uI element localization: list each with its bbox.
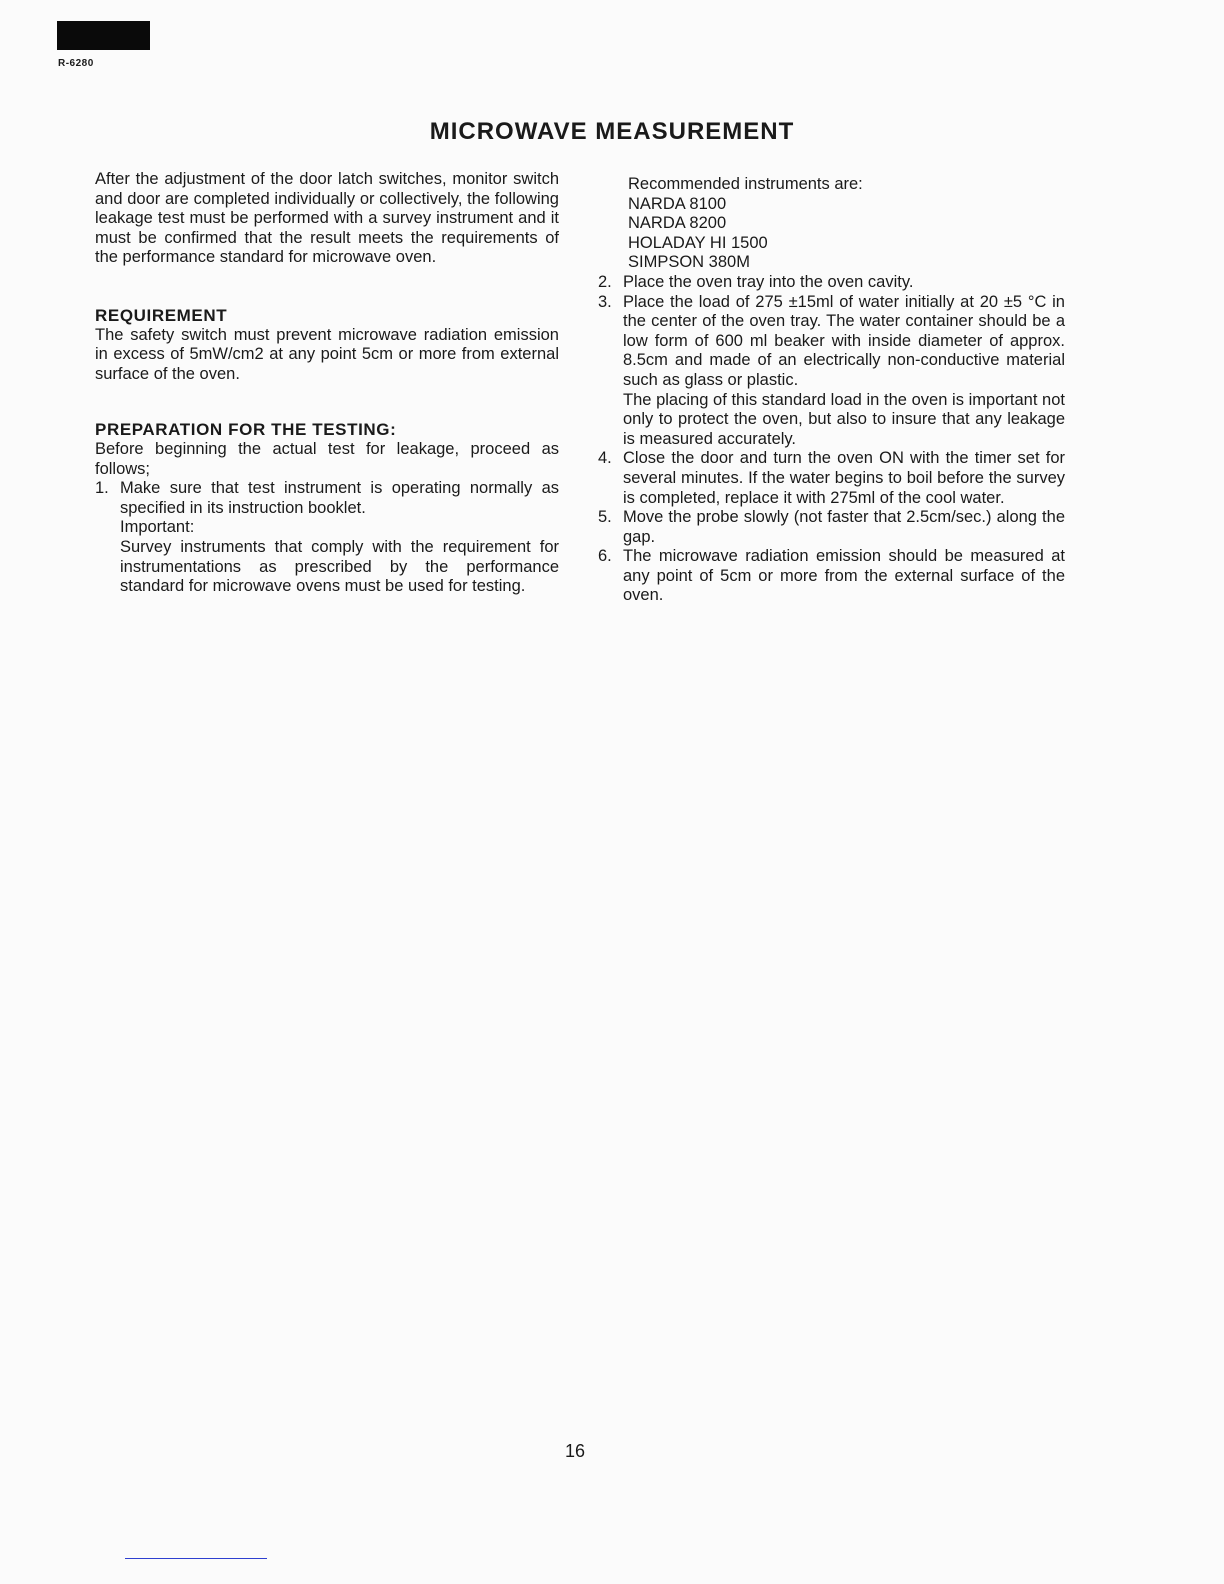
step-text: Close the door and turn the oven ON with the timer set for several minutes. If the water begins to boil before the survey is completed, replace it with 275ml of the cool water.: [623, 449, 1065, 507]
step-extra-text: The placing of this standard load in the oven is important not only to protect the oven, but also to insure that any leakage is measured accurately.: [623, 390, 1065, 448]
step-3: [598, 293, 1065, 450]
step-1: [95, 479, 559, 597]
bottom-divider: [125, 1558, 267, 1559]
step-text: The microwave radiation emission should be measured at any point of 5cm or more from the external surface of the oven.: [623, 547, 1065, 605]
important-label: Important:: [120, 518, 195, 537]
intro-paragraph: After the adjustment of the door latch switches, monitor switch and door are completed individually or collectively, the following leakage test must be performed with a survey instrument and it must be confirmed that the result meets the requirements of the performance standard for microwave oven.: [95, 170, 559, 267]
preparation-text: Before beginning the actual test for leakage, proceed as follows;: [95, 439, 559, 478]
instrument-item: NARDA 8200: [628, 214, 727, 233]
page-number: 16: [564, 1441, 586, 1461]
left-column: [95, 170, 559, 597]
step-5: [598, 508, 1065, 547]
step-number: 6.: [598, 547, 612, 566]
instrument-item: SIMPSON 380M: [628, 253, 750, 272]
requirement-text: The safety switch must prevent microwave radiation emission in excess of 5mW/cm2 at any point 5cm or more from external surface of the oven.: [95, 325, 559, 383]
instrument-item: NARDA 8100: [628, 194, 727, 213]
right-column: [598, 175, 1065, 606]
instrument-item: HOLADAY HI 1500: [628, 233, 768, 252]
step-number: 2.: [598, 272, 612, 291]
step-text: Place the oven tray into the oven cavity.: [623, 272, 914, 291]
important-text: Survey instruments that comply with the requirement for instrumentations as prescribed by the performance standard for microwave ovens must be used for testing.: [120, 537, 559, 596]
requirement-heading: REQUIREMENT: [95, 305, 228, 325]
step-number: 4.: [598, 449, 612, 468]
step-text: Place the load of 275 ±15ml of water initially at 20 ±5 °C in the center of the oven tray. The water container should be a low form of 600 ml beaker with inside diameter of approx. 8.5cm and made of an electrically non-conductive material such as glass or plastic.: [623, 292, 1065, 389]
page-title: MICROWAVE MEASUREMENT: [429, 118, 795, 145]
instruments-label: Recommended instruments are:: [628, 175, 863, 193]
instrument-list: [598, 175, 1065, 273]
step-number: 1.: [95, 479, 109, 498]
step-4: [598, 449, 1065, 508]
model-number: R-6280: [58, 58, 94, 69]
step-text: Move the probe slowly (not faster that 2.5cm/sec.) along the gap.: [623, 508, 1065, 546]
preparation-heading: PREPARATION FOR THE TESTING:: [95, 420, 397, 440]
step-number: 3.: [598, 292, 612, 311]
step-text: Make sure that test instrument is operating normally as specified in its instruction booklet.: [120, 479, 559, 517]
step-2: [598, 273, 1065, 293]
step-6: [598, 547, 1065, 606]
header-black-block: [57, 21, 150, 50]
step-number: 5.: [598, 508, 612, 527]
